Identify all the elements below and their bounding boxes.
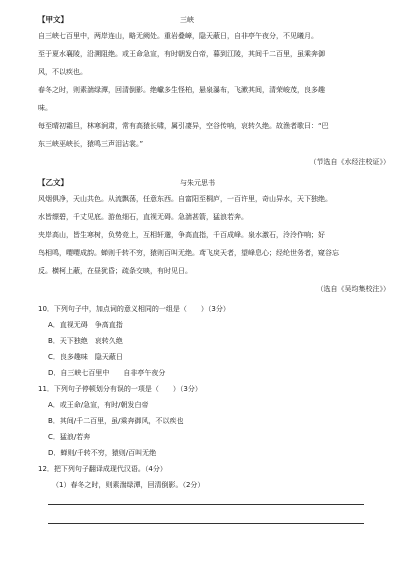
option-d: D．自三峡七百里中 自非亭午夜分 (48, 369, 166, 377)
passage-a-tag: 【甲文】 (38, 15, 68, 24)
option-c: C．良多趣味 隐天蔽日 (48, 353, 123, 361)
text-line: 夹岸高山，皆生寒树，负势竞上，互相轩邈，争高直指，千百成峰。泉水激石，泠泠作响；好 (38, 231, 325, 239)
option-d: D．蝉则/千转不穷，猿则/百叫无绝 (48, 449, 157, 457)
text-line: 风烟俱净，天山共色。从流飘荡，任意东西。自富阳至桐庐，一百许里，奇山异水，天下独绝。 (38, 195, 332, 203)
text-line: 每至晴初霜旦，林寒涧肃，常有高猿长啸，属引凄异，空谷传响，哀转久绝。故渔者歌曰：“巴 (38, 122, 329, 130)
option-a: A．或王命/急宣，有时/朝发白帝 (48, 401, 149, 409)
option-b: B．天下独绝 哀转久绝 (48, 337, 123, 345)
text-line: 反。横柯上蔽，在昼犹昏；疏条交映，有时见日。 (38, 267, 192, 275)
passage-b-title: 与朱元思书 (180, 179, 215, 187)
question-stem: 11．下列句子停顿划分有误的一项是（ ）（3分） (38, 385, 202, 393)
document-body (38, 14, 390, 524)
passage-b-source: （选自《吴均集校注》） (316, 285, 390, 293)
option-a: A．直视无碍 争高直指 (48, 321, 123, 329)
passage-b-paragraph-2 (38, 230, 390, 276)
text-line: 味。 (38, 104, 52, 112)
question-stem: 10．下列句子中，加点词的意义相同的一组是（ ）（3分） (38, 305, 230, 313)
question-10 (38, 304, 390, 378)
option-b: B．其间/千二百里，虽/乘奔御风，不以疾也 (48, 417, 184, 425)
text-line: 自三峡七百里中，两岸连山，略无阙处。重岩叠嶂，隐天蔽日，自非亭午夜分，不见曦月。 (38, 32, 318, 40)
passage-b-header (38, 177, 390, 188)
passage-a-paragraph-1 (38, 31, 390, 41)
passage-b-paragraph-1 (38, 194, 390, 222)
option-c: C．猛浪/若奔 (48, 433, 91, 441)
passage-a-paragraph-4 (38, 121, 390, 149)
text-line: 水皆缥碧，千丈见底。游鱼细石，直视无碍。急湍甚箭，猛浪若奔。 (38, 213, 248, 221)
answer-line[interactable] (48, 496, 364, 505)
text-line: 鸟相鸣，嘤嘤成韵。蝉则千转不穷，猿则百叫无绝。鸢飞戾天者，望峰息心；经纶世务者，窥谷忘 (38, 249, 339, 257)
passage-a-paragraph-2 (38, 49, 390, 77)
text-line: 春冬之时，则素湍绿潭，回清倒影。绝巘多生怪柏，悬泉瀑布，飞漱其间，清荣峻茂，良多趣 (38, 86, 325, 94)
passage-a-source: （节选自《水经注校证》） (309, 158, 390, 166)
text-line: 风，不以疾也。 (38, 68, 87, 76)
question-11 (38, 384, 390, 458)
question-stem: 12．把下列句子翻译成现代汉语。（4分） (38, 465, 167, 473)
passage-b-tag: 【乙文】 (38, 178, 68, 187)
passage-a-title: 三峡 (180, 16, 194, 24)
passage-a-paragraph-3 (38, 85, 390, 113)
passage-a-header (38, 14, 390, 25)
text-line: 至于夏水襄陵，沿溯阻绝。或王命急宣，有时朝发白帝，暮到江陵，其间千二百里，虽乘奔御 (38, 50, 325, 58)
text-line: 东三峡巫峡长，猿鸣三声泪沾裳。” (38, 140, 144, 148)
answer-line[interactable] (48, 515, 364, 524)
question-12 (38, 464, 390, 524)
sub-question-1: （1）春冬之时，则素湍绿潭，回清倒影。（2分） (52, 481, 205, 489)
